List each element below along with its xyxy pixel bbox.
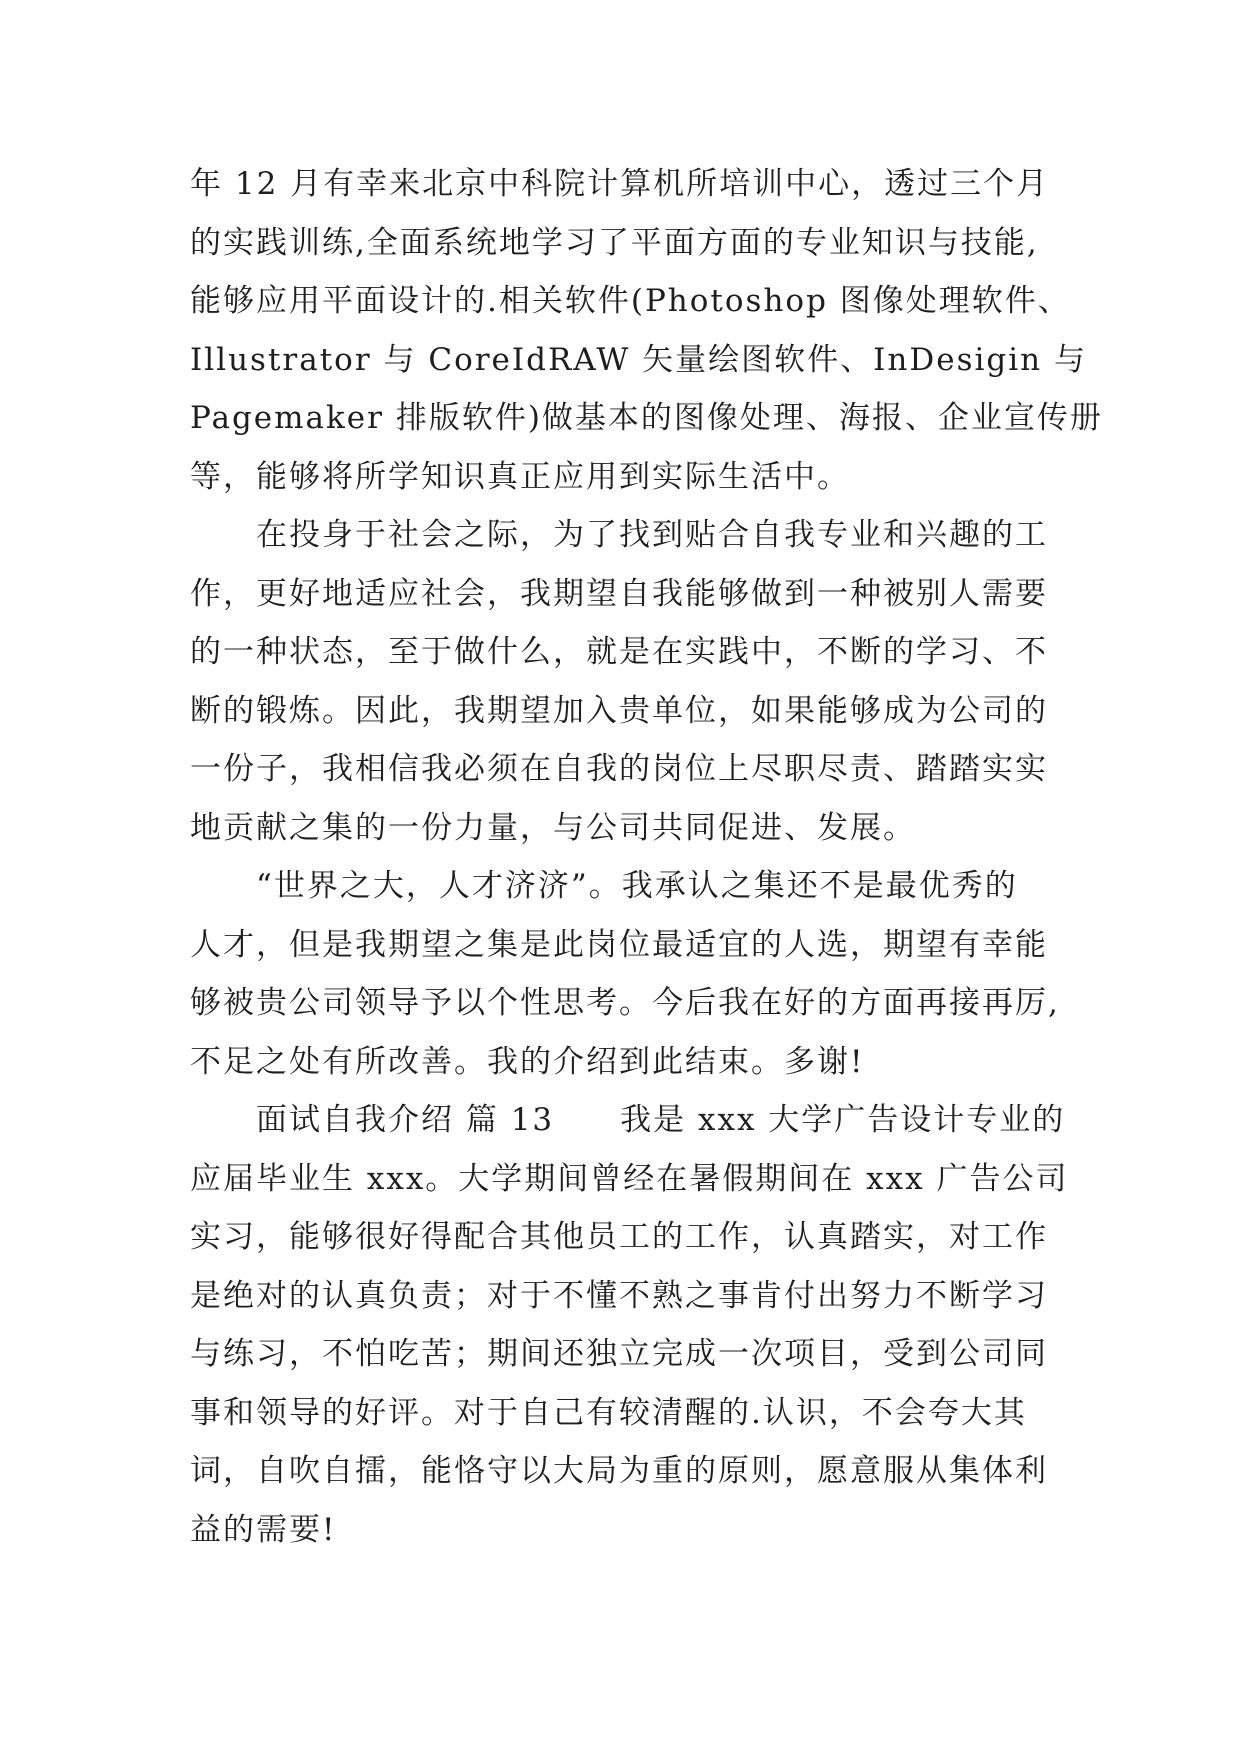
body-text [190, 155, 1103, 1559]
text-line: 的实践训练,全面系统地学习了平面方面的专业知识与技能, [190, 224, 1039, 261]
text-line: 年 12 月有幸来北京中科院计算机所培训中心，透过三个月 [190, 166, 1050, 202]
text-line: 作，更好地适应社会，我期望自我能够做到一种被别人需要 [190, 575, 1048, 612]
text-line: Pagemaker 排版软件)做基本的图像处理、海报、企业宣传册 [190, 400, 1103, 436]
paragraph-start-line: “世界之大，人才济济”。我承认之集还不是最优秀的 [256, 868, 1018, 904]
section-heading-line: 面试自我介绍 篇 13 我是 xxx 大学广告设计专业的 [256, 1102, 1066, 1138]
text-line: 益的需要! [190, 1511, 337, 1548]
text-line: 是绝对的认真负责；对于不懂不熟之事肯付出努力不断学习 [190, 1277, 1048, 1314]
text-line: 等，能够将所学知识真正应用到实际生活中。 [190, 458, 850, 495]
text-line: 不足之处有所改善。我的介绍到此结束。多谢! [190, 1043, 865, 1080]
paragraph-start-line: 在投身于社会之际，为了找到贴合自我专业和兴趣的工 [256, 517, 1048, 553]
text-line: 断的锻炼。因此，我期望加入贵单位，如果能够成为公司的 [190, 692, 1048, 729]
text-line: 的一种状态，至于做什么，就是在实践中，不断的学习、不 [190, 634, 1048, 670]
text-line: 能够应用平面设计的.相关软件(Photoshop 图像处理软件、 [190, 283, 1071, 319]
text-line: 地贡献之集的一份力量，与公司共同促进、发展。 [190, 809, 916, 846]
text-line: 词，自吹自擂，能恪守以大局为重的原则，愿意服从集体利 [190, 1453, 1048, 1489]
text-line: 与练习，不怕吃苦；期间还独立完成一次项目，受到公司同 [190, 1336, 1048, 1372]
text-line: 应届毕业生 xxx。大学期间曾经在暑假期间在 xxx 广告公司 [190, 1160, 1069, 1197]
text-line: 人才，但是我期望之集是此岗位最适宜的人选，期望有幸能 [190, 926, 1048, 963]
text-line: 一份子，我相信我必须在自我的岗位上尽职尽责、踏踏实实 [190, 751, 1048, 787]
text-line: 事和领导的好评。对于自己有较清醒的.认识，不会夸大其 [190, 1394, 1027, 1431]
text-line: 实习，能够很好得配合其他员工的工作，认真踏实，对工作 [190, 1219, 1048, 1255]
text-line: 够被贵公司领导予以个性思考。今后我在好的方面再接再厉, [190, 985, 1060, 1021]
text-line: Illustrator 与 CoreIdRAW 矢量绘图软件、InDesigin 与 [190, 341, 1087, 378]
